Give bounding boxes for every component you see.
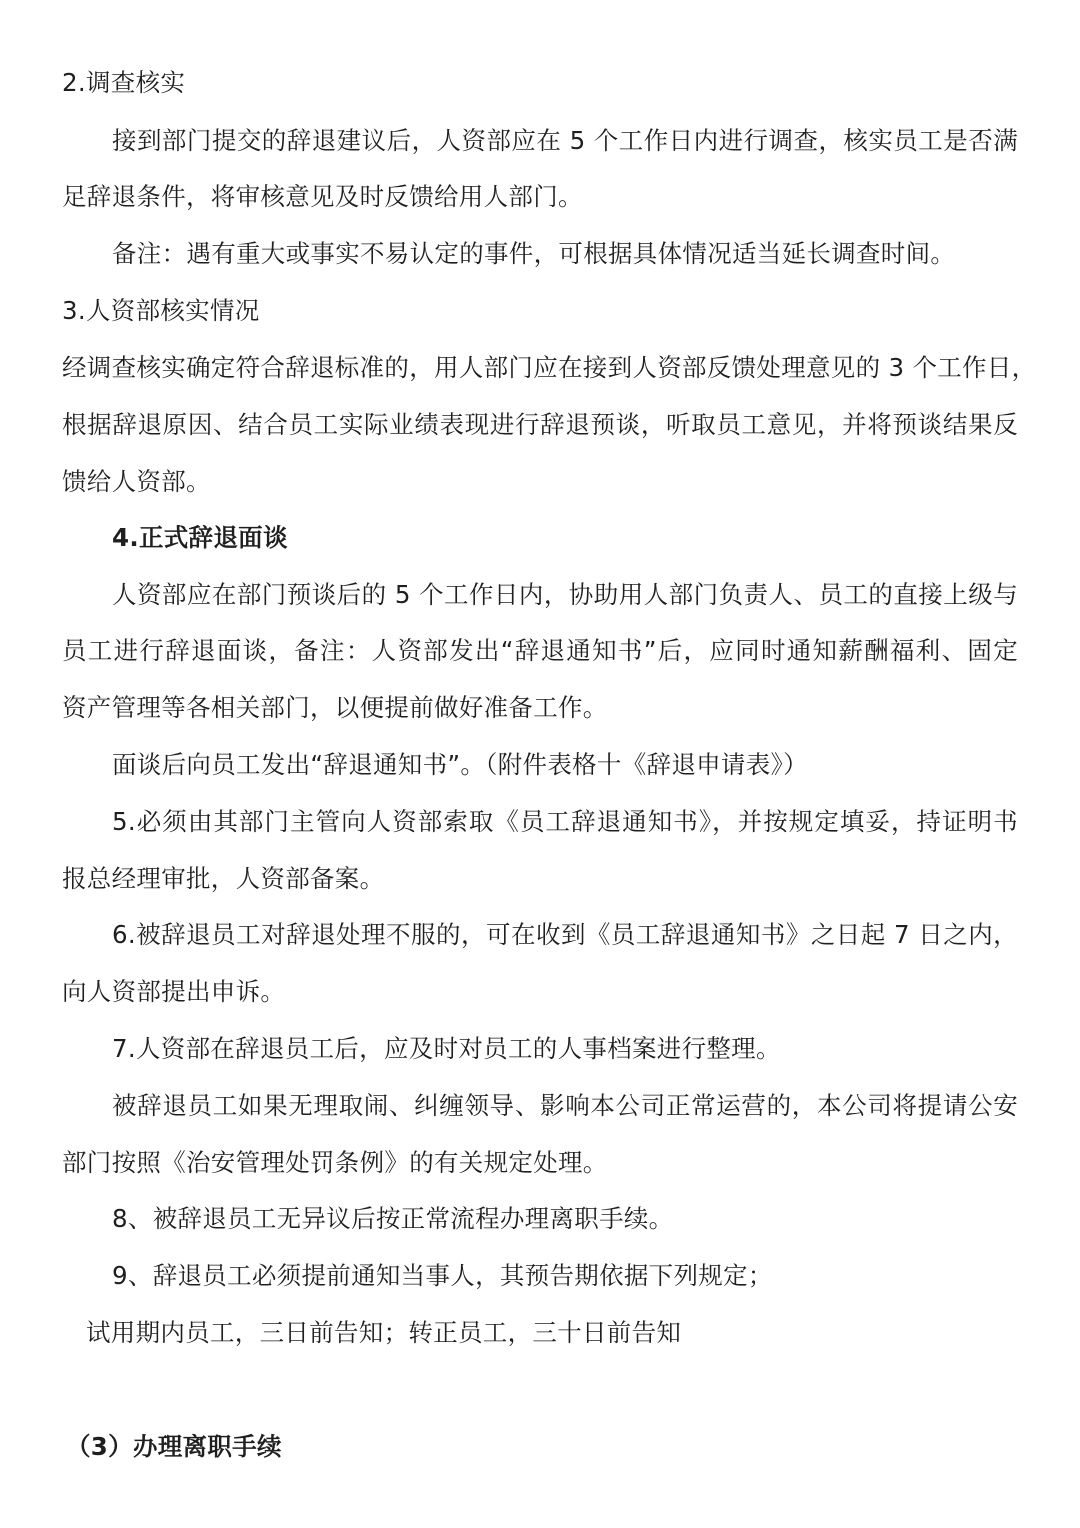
paragraph-line: 人资部应在部门预谈后的 5 个工作日内，协助用人部门负责人、员工的直接上级与	[112, 580, 1018, 609]
paragraph-line: 试用期内员工，三日前告知；转正员工，三十日前告知	[86, 1318, 682, 1347]
paragraph-line: 部门按照《治安管理处罚条例》的有关规定处理。	[62, 1148, 608, 1177]
paragraph-line: 7.人资部在辞退员工后，应及时对员工的人事档案进行整理。	[112, 1034, 781, 1063]
paragraph-line: 资产管理等各相关部门，以便提前做好准备工作。	[62, 693, 608, 722]
note-line: 备注：遇有重大或事实不易认定的事件，可根据具体情况适当延长调查时间。	[112, 239, 956, 268]
paragraph-line: 6.被辞退员工对辞退处理不服的，可在收到《员工辞退通知书》之日起 7 日之内，	[112, 920, 1018, 949]
paragraph-line: 经调查核实确定符合辞退标准的，用人部门应在接到人资部反馈处理意见的 3 个工作日，	[62, 353, 1037, 382]
heading-formal-interview: 4.正式辞退面谈	[112, 523, 288, 552]
paragraph-line: 足辞退条件，将审核意见及时反馈给用人部门。	[62, 182, 583, 211]
heading-hr-verification: 3.人资部核实情况	[62, 296, 260, 325]
paragraph-line: 报总经理审批，人资部备案。	[62, 864, 385, 893]
paragraph-line: 员工进行辞退面谈，备注：人资部发出“辞退通知书”后，应同时通知薪酬福利、固定	[62, 636, 1018, 665]
paragraph-line: 9、辞退员工必须提前通知当事人，其预告期依据下列规定；	[112, 1261, 773, 1290]
paragraph-line: 根据辞退原因、结合员工实际业绩表现进行辞退预谈，听取员工意见，并将预谈结果反	[62, 410, 1018, 439]
paragraph-line: 被辞退员工如果无理取闹、纠缠领导、影响本公司正常运营的，本公司将提请公安	[112, 1091, 1018, 1120]
heading-investigation: 2.调查核实	[62, 68, 186, 97]
paragraph-line: 接到部门提交的辞退建议后，人资部应在 5 个工作日内进行调查，核实员工是否满	[112, 126, 1018, 155]
paragraph-line: 面谈后向员工发出“辞退通知书”。（附件表格十《辞退申请表》）	[112, 750, 808, 779]
heading-resignation-procedures: （3）办理离职手续	[66, 1432, 282, 1461]
paragraph-line: 8、被辞退员工无异议后按正常流程办理离职手续。	[112, 1204, 674, 1233]
paragraph-line: 5.必须由其部门主管向人资部索取《员工辞退通知书》，并按规定填妥，持证明书	[112, 807, 1018, 836]
paragraph-line: 馈给人资部。	[62, 467, 211, 496]
paragraph-line: 向人资部提出申诉。	[62, 977, 286, 1006]
